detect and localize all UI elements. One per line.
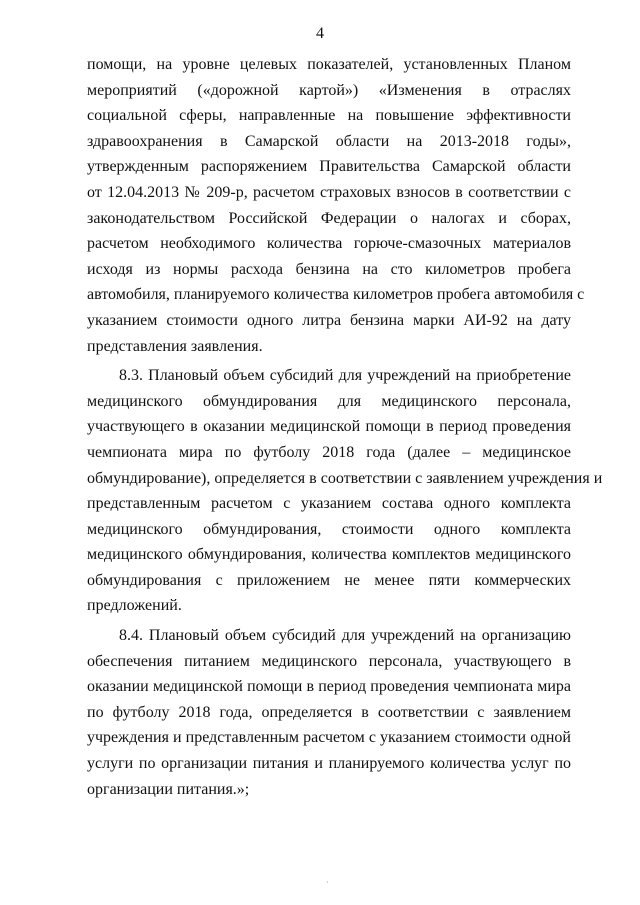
- text-line: медицинского обмундирования, количества комплектов медицинского: [87, 546, 571, 564]
- text-line: участвующего в оказании медицинской помощи в период проведения: [87, 418, 571, 436]
- document-body: [87, 52, 603, 802]
- text-line: обеспечения питанием медицинского персонала, участвующего в: [87, 652, 571, 670]
- text-line: от 12.04.2013 № 209-р, расчетом страховых взносов в соответствии с: [87, 183, 571, 201]
- paragraph-8-3: [87, 363, 603, 619]
- text-line: автомобиля, планируемого количества километров пробега автомобиля с: [87, 286, 585, 304]
- text-line: по футболу 2018 года, определяется в соответствии с заявлением: [87, 703, 571, 721]
- text-line: представления заявления.: [87, 337, 263, 355]
- text-line: чемпионата мира по футболу 2018 года (далее – медицинское: [87, 443, 571, 461]
- text-line: медицинского обмундирования для медицинского персонала,: [87, 392, 571, 410]
- scan-dot: ·: [326, 878, 329, 887]
- text-line: исходя из нормы расхода бензина на сто километров пробега: [87, 260, 571, 278]
- text-line: представленным расчетом с указанием состава одного комплекта: [87, 495, 571, 513]
- text-line: законодательством Российской Федерации о налогах и сборах,: [87, 209, 571, 227]
- text-line: расчетом необходимого количества горюче-смазочных материалов: [87, 235, 571, 253]
- text-line: обмундирования с приложением не менее пяти коммерческих: [87, 571, 571, 589]
- text-line: помощи, на уровне целевых показателей, установленных Планом: [87, 56, 571, 73]
- text-line: 8.4. Плановый объем субсидий для учреждений на организацию: [119, 627, 571, 645]
- text-line: обмундирование), определяется в соответствии с заявлением учреждения и: [87, 469, 603, 487]
- text-line: оказании медицинской помощи в период проведения чемпионата мира: [87, 678, 571, 696]
- text-line: утвержденным распоряжением Правительства Самарской области: [87, 158, 571, 176]
- text-line: медицинского обмундирования, стоимости одного комплекта: [87, 520, 571, 538]
- text-line: услуги по организации питания и планируемого количества услуг по: [87, 755, 571, 773]
- text-line: мероприятий («дорожной картой») «Изменения в отраслях: [87, 81, 571, 99]
- text-line: социальной сферы, направленные на повышение эффективности: [87, 107, 571, 125]
- page-number: 4: [316, 25, 324, 42]
- paragraph: [87, 52, 585, 359]
- text-line: организации питания.»;: [87, 780, 250, 798]
- text-line: предложений.: [87, 597, 182, 615]
- paragraph-8-4: [87, 623, 571, 802]
- text-line: учреждения и представленным расчетом с указанием стоимости одной: [87, 729, 571, 747]
- text-line: 8.3. Плановый объем субсидий для учреждений на приобретение: [119, 367, 571, 385]
- text-line: указанием стоимости одного литра бензина марки АИ-92 на дату: [87, 311, 571, 329]
- text-line: здравоохранения в Самарской области на 2013-2018 годы»,: [87, 132, 571, 150]
